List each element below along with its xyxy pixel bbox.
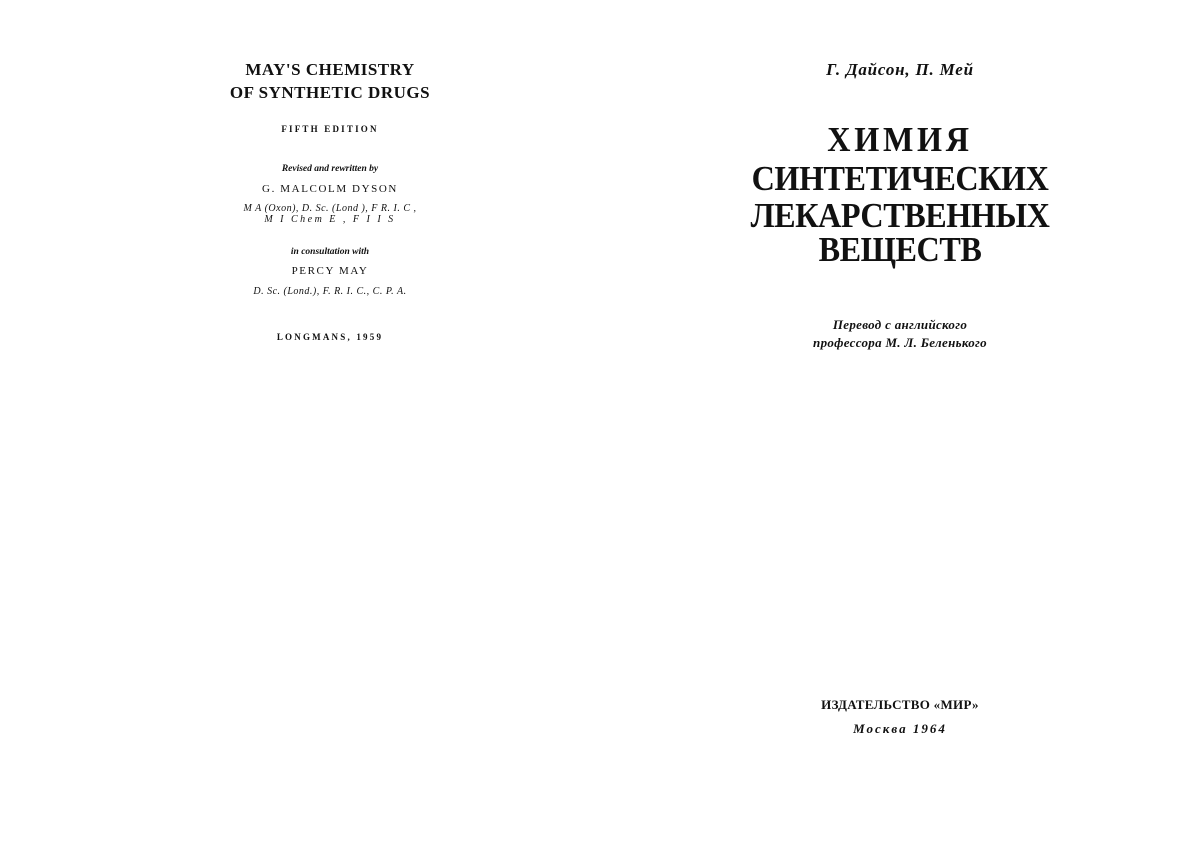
revised-by-label: Revised and rewritten by [281, 164, 379, 174]
edition-label: FIFTH EDITION [281, 124, 379, 134]
city-and-year: Москва 1964 [853, 721, 947, 736]
author-degrees-line-1: M A (Oxon), D. Sc. (Lond ), F R. I. C , [243, 203, 417, 214]
book-title-line-2: OF SYNTHETIC DRUGS [229, 83, 431, 102]
coauthor-name: PERCY MAY [291, 265, 369, 277]
english-title-page [130, 0, 530, 847]
author-degrees-line-2: M I Chem E , F I I S [264, 214, 396, 225]
translation-note-line-1: Перевод с английского [832, 317, 968, 332]
russian-title-line-1: ХИМИЯ [827, 120, 973, 159]
russian-title-line-2: СИНТЕТИЧЕСКИХ [751, 159, 1049, 198]
russian-authors: Г. Дайсон, П. Мей [826, 60, 974, 79]
book-title-line-1: MAY'S CHEMISTRY [245, 60, 415, 79]
consultation-label: in consultation with [290, 247, 370, 257]
russian-publisher: ИЗДАТЕЛЬСТВО «МИР» [821, 697, 979, 712]
coauthor-degrees: D. Sc. (Lond.), F. R. I. C., C. P. A. [253, 286, 407, 297]
author-name: G. MALCOLM DYSON [262, 183, 398, 195]
russian-title-line-3: ЛЕКАРСТВЕННЫХ [750, 196, 1050, 235]
publisher-year: LONGMANS, 1959 [276, 332, 384, 342]
russian-title-line-4: ВЕЩЕСТВ [818, 230, 982, 269]
russian-title-page [700, 0, 1100, 847]
translation-note-line-2: профессора М. Л. Беленького [813, 335, 987, 350]
